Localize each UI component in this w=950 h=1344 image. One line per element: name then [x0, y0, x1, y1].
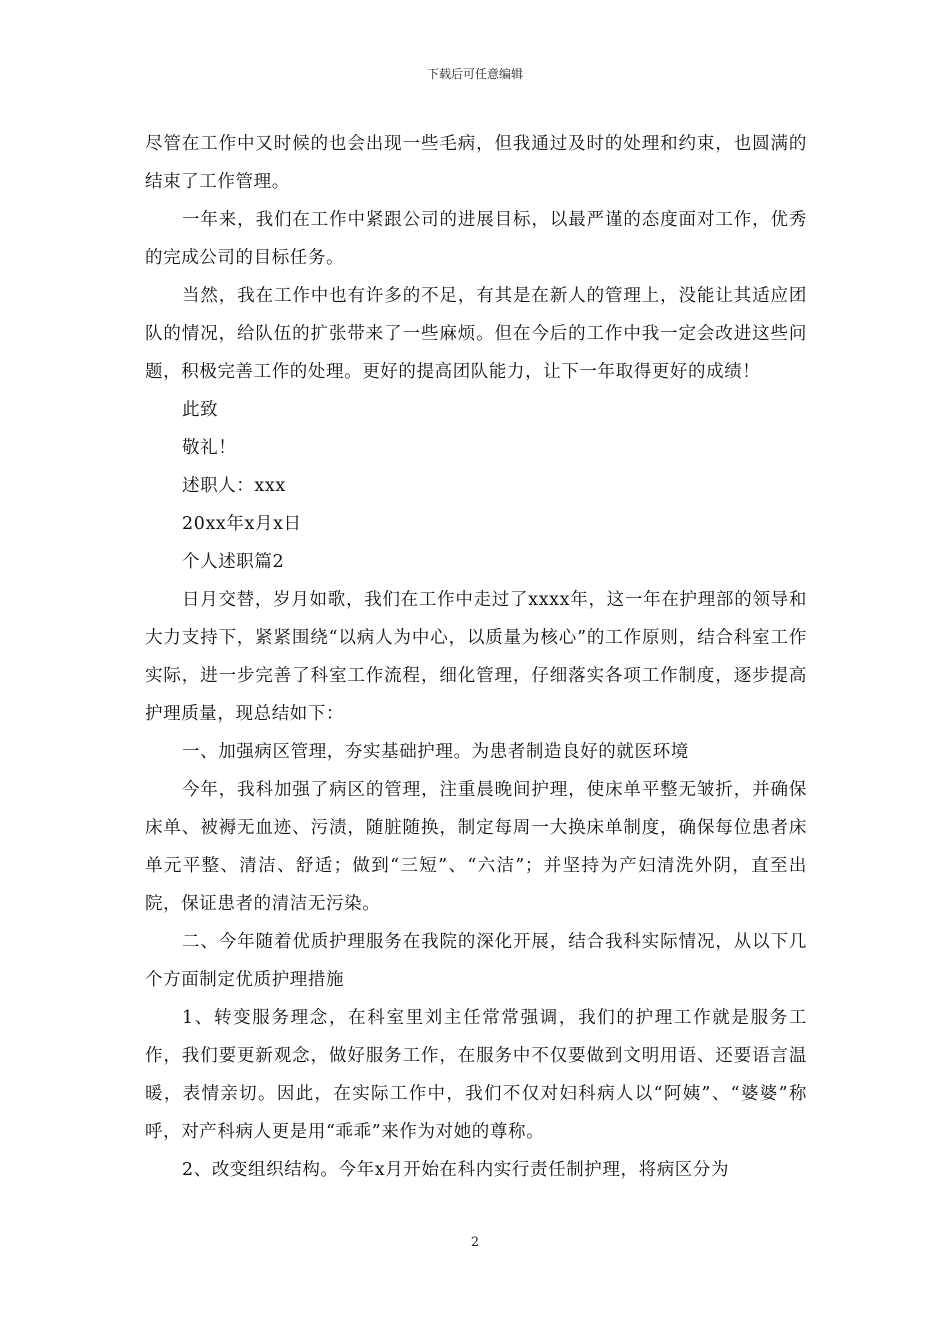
author-line: 述职人：xxx [182, 476, 286, 496]
section-heading: 二、今年随着优质护理服务在我院的深化开展，结合我科实际情况，从以下几个方面制定优质护理措施 [145, 932, 807, 990]
section-title: 个人述职篇2 [182, 552, 285, 572]
paragraph: 1、转变服务理念，在科室里刘主任常常强调，我们的护理工作就是服务工作，我们要更新观念，做好服务工作，在服务中不仅要做到文明用语、还要语言温暖，表情亲切。因此，在实际工作中，我们不仅对妇科病人以“阿姨”、“婆婆”称呼，对产科病人更是用“乖乖”来作为对她的尊称。 [145, 1008, 807, 1142]
paragraph: 今年，我科加强了病区的管理，注重晨晚间护理，使床单平整无皱折，并确保床单、被褥无血迹、污渍，随脏随换，制定每周一大换床单制度，确保每位患者床单元平整、清洁、舒适；做到“三短”、“六洁”；并坚持为产妇清洗外阴，直至出院，保证患者的清洁无污染。 [145, 780, 807, 914]
document-body [145, 125, 807, 1189]
paragraph: 尽管在工作中又时候的也会出现一些毛病，但我通过及时的处理和约束，也圆满的结束了工作管理。 [145, 134, 807, 192]
paragraph: 当然，我在工作中也有许多的不足，有其是在新人的管理上，没能让其适应团队的情况，给队伍的扩张带来了一些麻烦。但在今后的工作中我一定会改进这些问题，积极完善工作的处理。更好的提高团队能力，让下一年取得更好的成绩！ [145, 286, 807, 382]
closing-salutation: 此致 [182, 400, 219, 420]
paragraph: 一年来，我们在工作中紧跟公司的进展目标，以最严谨的态度面对工作，优秀的完成公司的目标任务。 [145, 210, 807, 268]
closing-regards: 敬礼！ [182, 438, 237, 458]
paragraph: 日月交替，岁月如歌，我们在工作中走过了xxxx年，这一年在护理部的领导和大力支持下，紧紧围绕“以病人为中心，以质量为核心”的工作原则，结合科室工作实际，进一步完善了科室工作流程，细化管理，仔细落实各项工作制度，逐步提高护理质量，现总结如下： [145, 590, 807, 724]
paragraph: 2、改变组织结构。今年x月开始在科内实行责任制护理，将病区分为 [182, 1160, 730, 1180]
page-header: 下载后可任意编辑 [426, 67, 523, 81]
date-line: 20xx年x月x日 [182, 514, 302, 534]
page-number: 2 [470, 1235, 480, 1250]
section-heading: 一、加强病区管理，夯实基础护理。为患者制造良好的就医环境 [182, 742, 689, 762]
